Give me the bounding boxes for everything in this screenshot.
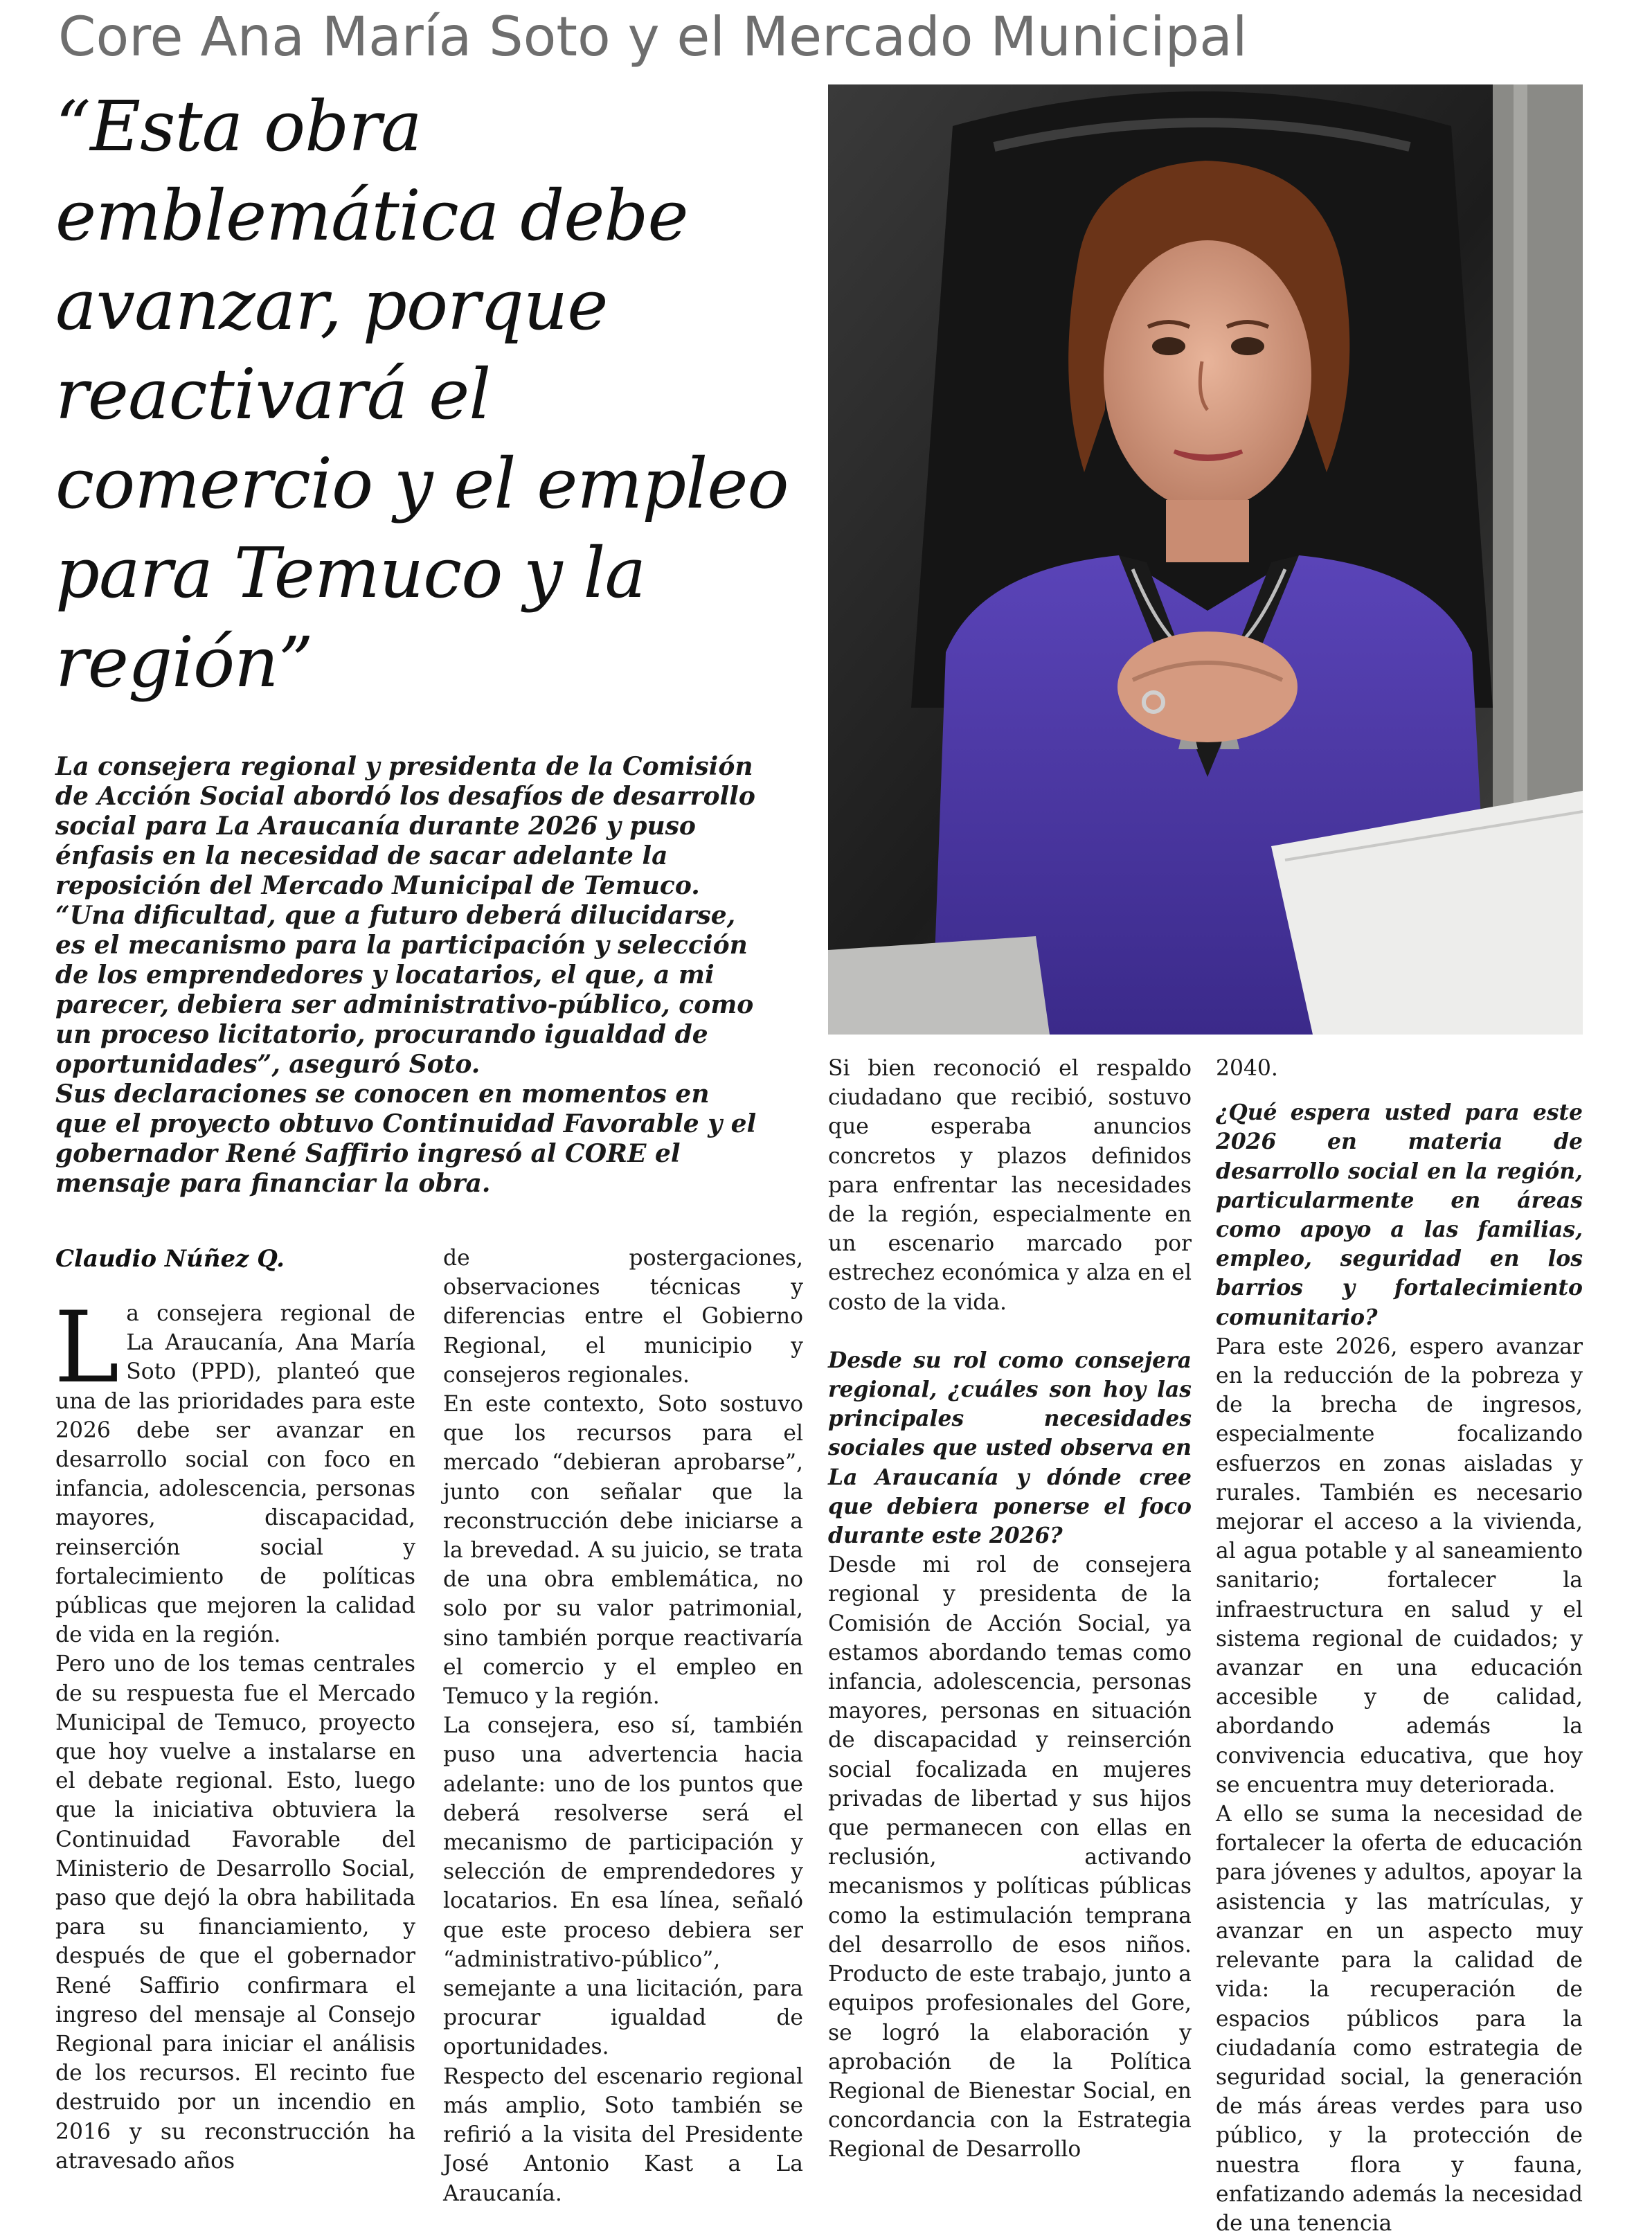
article-column-2 [443,1244,803,2208]
body-paragraph: En este contexto, Soto sostuvo que los recursos para el mercado “debieran aprobarse”, junto con señalar que la reconstrucción debe iniciarse a la brevedad. A su juicio, se trata de una obra emblemática, no solo por su valor patrimonial, sino también porque reactivaría el comercio y el empleo en Temuco y la región. [443,1392,803,1710]
body-paragraph: Si bien reconoció el respaldo ciudadano que recibió, sostuvo que esperaba anuncios concretos y plazos definidos para enfrentar las necesidades de la región, especialmente en un escenario marcado por estrechez económica y alza en el costo de la vida. [828,1056,1192,1315]
body-paragraph: La consejera, eso sí, también puso una advertencia hacia adelante: uno de los puntos que deberá resolverse será el mecanismo de participación y selección de emprendedores y locatarios. En esa línea, señaló que este proceso debiera ser “administrativo-público”, semejante a una licitación, para procurar igualdad de oportunidades. [443,1713,803,2060]
author-byline: Claudio Núñez Q. [55,1245,285,1273]
headline-line: “Esta obra [55,86,422,167]
headline-line: región” [55,622,313,703]
body-paragraph: de postergaciones, observaciones técnicas y diferencias entre el Gobierno Regional, el municipio y consejeros regionales. [443,1246,803,1388]
body-text: a consejera regional de La Araucanía, Ana María Soto (PPD), planteó que una de las prioridades para este 2026 debe ser avanzar en desarrollo social con foco en infancia, adolescencia, personas mayores, discapacidad, reinserción social y fortalecimiento de políticas públicas que mejoren la calidad de vida en la región. [55,1301,415,1648]
headline-line: avanzar, porque [55,265,608,346]
headline-line: emblemática debe [55,175,688,256]
lead-paragraph: La consejera regional y presidenta de la Comisión de Acción Social abordó los desafíos de desarrollo social para La Araucanía durante 2026 y puso énfasis en la necesidad de sacar adelante la reposición del Mercado Municipal de Temuco. [55,752,755,900]
article-column-1 [54,1291,415,2176]
body-paragraph: Respecto del escenario regional más amplio, Soto también se refirió a la visita del Presidente José Antonio Kast a La Araucanía. [443,2064,803,2206]
lead-paragraph: “Una dificultad, que a futuro deberá dilucidarse, es el mecanismo para la participación y selección de los emprendedores y locatarios, el que, a mi parecer, debiera ser administrativo-público, como un proceso licitatorio, procurando igualdad de oportunidades”, aseguró Soto. [55,901,754,1079]
interview-answer: A ello se suma la necesidad de fortalecer la oferta de educación para jóvenes y adultos, apoyar la asistencia y las matrículas, y avanzar en un aspecto muy relevante para la calidad de vida: la recuperación de espacios públicos para la ciudadanía como estrategia de seguridad social, la generación de más áreas verdes para uso público, y la protección de nuestra flora y fauna, enfatizando además la necesidad de una tenencia [1216,1802,1583,2236]
body-paragraph: 2040. [1216,1056,1278,1081]
lead-paragraph: Sus declaraciones se conocen en momentos en que el proyecto obtuvo Continuidad Favorable y el gobernador René Saffirio ingresó al CORE el mensaje para financiar la obra. [55,1080,757,1198]
headline-line: reactivará el [55,354,491,435]
headline-quote [55,82,810,707]
interview-answer: Para este 2026, espero avanzar en la reducción de la pobreza y de la brecha de ingresos, especialmente focalizando esfuerzos en zonas aisladas y rurales. También es necesario mejorar el acceso a la vivienda, al agua potable y al saneamiento sanitario; fortalecer la infraestructura en salud y el sistema regional de cuidados; y avanzar en una educación accesible y de calidad, abordando además la convivencia educativa, que hoy se encuentra muy deteriorada. [1216,1334,1583,1798]
drop-cap: L [54,1291,120,1405]
article-column-4 [1216,1054,1583,2238]
headline-line: para Temuco y la [55,532,646,614]
interview-answer: Desde mi rol de consejera regional y presidenta de la Comisión de Acción Social, ya estamos abordando temas como infancia, adolescencia, personas mayores, personas en situación de discapacidad y reinserción social focalizada en mujeres privadas de libertad y sus hijos que permanecen con ellas en reclusión, activando mecanismos y políticas públicas como la estimulación temprana del desarrollo de esos niños. Producto de este trabajo, junto a equipos profesionales del Gore, se logró la elaboración y aprobación de la Política Regional de Bienestar Social, en concordancia con la Estrategia Regional de Desarrollo [828,1552,1192,2163]
interview-question: ¿Qué espera usted para este 2026 en materia de desarrollo social en la región, particularmente en áreas como apoyo a las familias, empleo, seguridad en los barrios y fortalecimiento comunitario? [1216,1100,1583,1330]
article-column-3 [828,1054,1192,2165]
portrait-photo [828,84,1583,1035]
headline-line: comercio y el empleo [55,443,789,524]
lead-summary [55,752,769,1199]
body-paragraph: Pero uno de los temas centrales de su respuesta fue el Mercado Municipal de Temuco, proyecto que hoy vuelve a instalarse en el debate regional. Esto, luego que la iniciativa obtuviera la Continuidad Favorable del Ministerio de Desarrollo Social, paso que dejó la obra habilitada para su financiamiento, y después de que el gobernador René Saffirio confirmara el ingreso del mensaje al Consejo Regional para iniciar el análisis de los recursos. El recinto fue destruido por un incendio en 2016 y su reconstrucción ha atravesado años [55,1651,415,2174]
section-title: Core Ana María Soto y el Mercado Municipal [58,6,1248,69]
interview-question: Desde su rol como consejera regional, ¿cuáles son hoy las principales necesidades sociales que usted observa en La Araucanía y dónde cree que debiera ponerse el foco durante este 2026? [828,1348,1192,1549]
portrait-illustration [828,84,1583,1035]
body-paragraph [54,1291,415,1649]
